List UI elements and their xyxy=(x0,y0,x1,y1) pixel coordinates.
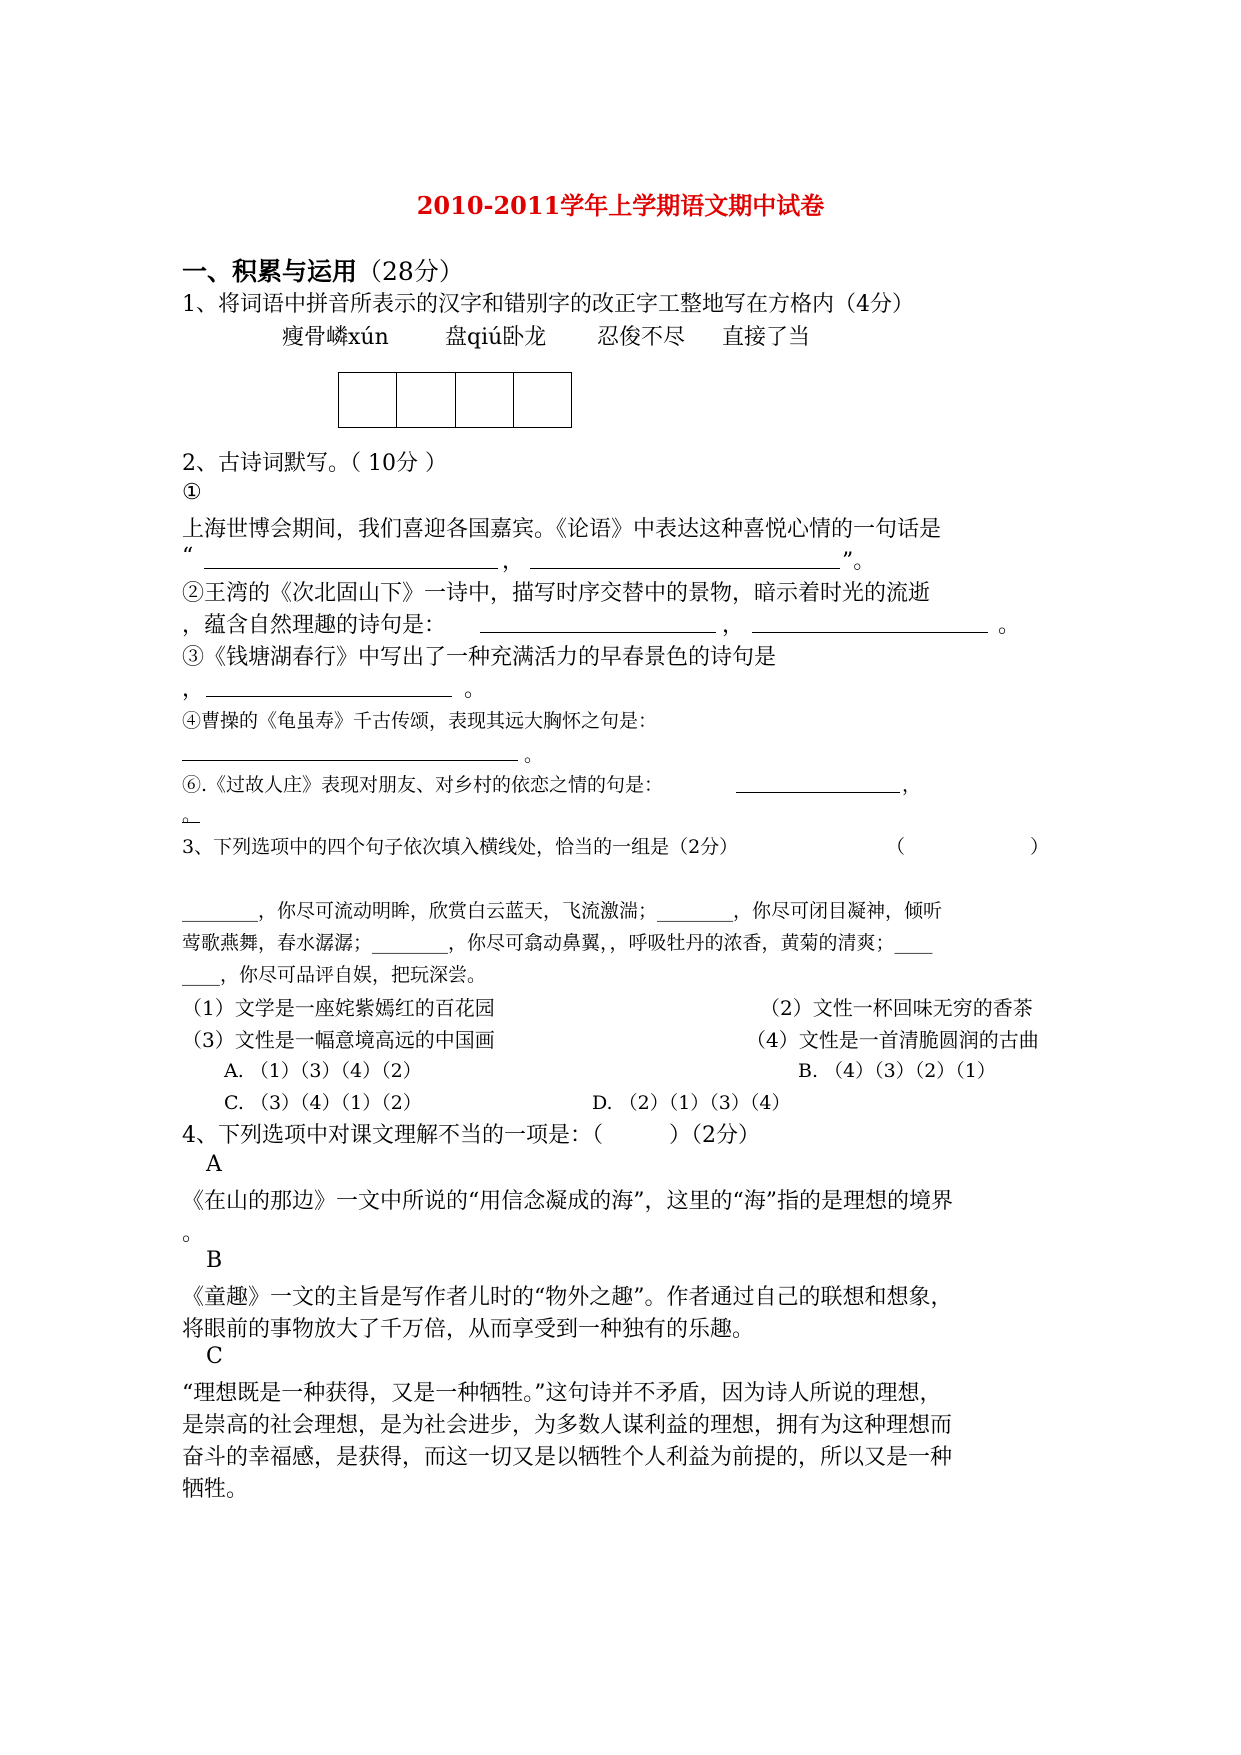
q1-prompt: 1、将词语中拼音所表示的汉字和错别字的改正字工整地写在方格内（4分） xyxy=(182,292,914,317)
page-title: 2010-2011学年上学期语文期中试卷 xyxy=(416,191,825,220)
answer-grid[interactable] xyxy=(338,372,572,428)
answer-blank[interactable] xyxy=(480,632,716,633)
q2-item6-text: ⑥.《过故人庄》表现对朋友、对乡村的依恋之情的句是： xyxy=(182,774,664,796)
q3-prompt: 3、下列选项中的四个句子依次填入横线处，恰当的一组是（2分） xyxy=(182,836,739,858)
q2-prompt: 2、古诗词默写。（ 10分 ） xyxy=(182,451,447,476)
answer-blank[interactable] xyxy=(182,822,200,823)
q2-item1-comma: ， xyxy=(502,549,525,574)
q3-option-2: （2）文性一杯回味无穷的香茶 xyxy=(760,996,1033,1020)
q2-item1-open: “ xyxy=(182,544,194,569)
q2-item3-line1: ③《钱塘湖春行》中写出了一种充满活力的早春景色的诗句是 xyxy=(182,645,777,670)
q2-item2-line2: ，蕴含自然理趣的诗句是： xyxy=(182,613,447,638)
q2-item1-marker: ① xyxy=(182,480,202,505)
q3-choice-b[interactable]: B. （4）（3）（2）（1） xyxy=(798,1060,996,1082)
q4-option-c-line2: 是崇高的社会理想，是为社会进步，为多数人谋利益的理想，拥有为这种理想而 xyxy=(182,1413,953,1438)
section-label: 一、积累与运用 xyxy=(182,257,358,286)
answer-box[interactable] xyxy=(339,373,397,427)
q1-word-2: 盘qiú卧龙 xyxy=(445,325,547,350)
q4-option-a-label[interactable]: A xyxy=(206,1152,222,1177)
q3-option-4: （4）文性是一首清脆圆润的古曲 xyxy=(746,1028,1039,1052)
q3-paren-close: ） xyxy=(1030,836,1050,858)
answer-blank[interactable] xyxy=(182,760,518,761)
q3-passage-line3: ____，你尽可品评自娱，把玩深尝。 xyxy=(182,964,487,986)
answer-blank[interactable] xyxy=(206,696,452,697)
q2-item2-comma: ， xyxy=(722,613,745,638)
q3-passage-line1: ________，你尽可流动明眸，欣赏白云蓝天，飞流激湍；________，你尽可闭目凝神，倾听 xyxy=(182,900,943,922)
q4-option-a-line1: 《在山的那边》一文中所说的“用信念凝成的海”，这里的“海”指的是理想的境界 xyxy=(182,1189,953,1214)
q2-item6-end: 。 xyxy=(182,804,202,826)
q4-option-c-label[interactable]: C xyxy=(206,1344,223,1369)
answer-box[interactable] xyxy=(397,373,455,427)
q2-item6-comma: ， xyxy=(902,774,922,796)
q2-item1-text: 上海世博会期间，我们喜迎各国嘉宾。《论语》中表达这种喜悦心情的一句话是 xyxy=(182,517,942,542)
answer-blank[interactable] xyxy=(204,568,498,569)
section-points: （28分） xyxy=(357,257,464,286)
q2-item4-text: ④曹操的《龟虽寿》千古传颂，表现其远大胸怀之句是： xyxy=(182,710,658,732)
q2-item3-end: 。 xyxy=(464,677,487,702)
q2-item3-comma: ， xyxy=(182,677,205,702)
q2-item2-line1: ②王湾的《次北固山下》一诗中，描写时序交替中的景物，暗示着时光的流逝 xyxy=(182,581,931,606)
q1-word-3: 忍俊不尽 xyxy=(597,325,686,350)
q4-option-a-line2: 。 xyxy=(182,1221,205,1246)
q1-word-4: 直接了当 xyxy=(722,325,811,350)
q3-choice-c[interactable]: C. （3）（4）（1）（2） xyxy=(224,1092,422,1114)
answer-box[interactable] xyxy=(514,373,571,427)
q4-prompt: 4、下列选项中对课文理解不当的一项是：（ ）（2分） xyxy=(182,1123,760,1148)
q2-item1-close: ”。 xyxy=(842,549,876,574)
q2-item4-end: 。 xyxy=(524,744,544,766)
q2-item2-end: 。 xyxy=(998,613,1021,638)
answer-box[interactable] xyxy=(456,373,514,427)
q3-option-3: （3）文性是一幅意境高远的中国画 xyxy=(182,1028,495,1052)
q1-word-1: 瘦骨嶙xún xyxy=(282,325,389,350)
answer-blank[interactable] xyxy=(752,632,988,633)
q3-choice-a[interactable]: A. （1）（3）（4）（2） xyxy=(224,1060,422,1082)
q3-choice-d[interactable]: D. （2）（1）（3）（4） xyxy=(592,1092,791,1114)
q3-passage-line2: 莺歌燕舞，春水潺潺；________，你尽可翕动鼻翼，，呼吸牡丹的浓香，黄菊的清爽；____ xyxy=(182,932,933,954)
q4-option-c-line4: 牺牲。 xyxy=(182,1477,249,1502)
q4-option-b-line1: 《童趣》一文的主旨是写作者儿时的“物外之趣”。作者通过自己的联想和想象， xyxy=(182,1285,953,1310)
answer-blank[interactable] xyxy=(736,792,900,793)
q4-option-c-line1: “理想既是一种获得，又是一种牺牲。”这句诗并不矛盾，因为诗人所说的理想， xyxy=(182,1381,942,1406)
q4-option-b-label[interactable]: B xyxy=(206,1248,223,1273)
q4-option-b-line2: 将眼前的事物放大了千万倍，从而享受到一种独有的乐趣。 xyxy=(182,1317,755,1342)
answer-blank[interactable] xyxy=(530,568,840,569)
q3-paren-open: （ xyxy=(886,836,906,858)
q4-option-c-line3: 奋斗的幸福感，是获得，而这一切又是以牺牲个人利益为前提的，所以又是一种 xyxy=(182,1445,953,1470)
q3-option-1: （1）文学是一座姹紫嫣红的百花园 xyxy=(182,996,495,1020)
section-heading xyxy=(182,252,464,288)
